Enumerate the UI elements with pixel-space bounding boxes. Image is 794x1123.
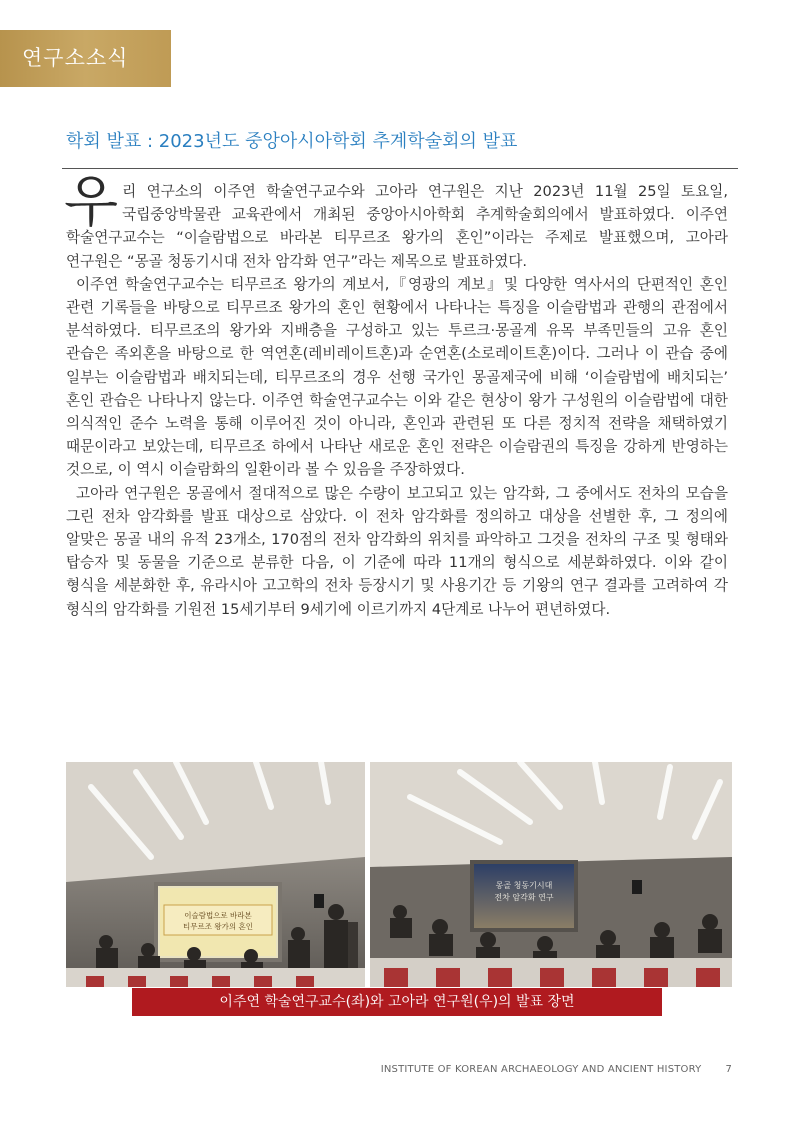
svg-text:몽골 청동기시대: 몽골 청동기시대	[495, 881, 553, 890]
photo-presentation-left	[66, 762, 365, 987]
paragraph-1	[64, 170, 728, 273]
article-title: 학회 발표 : 2023년도 중앙아시아학회 추계학술회의 발표	[66, 131, 518, 152]
photo-caption: 이주연 학술연구교수(좌)와 고아라 연구원(우)의 발표 장면	[132, 988, 662, 1016]
svg-text:전차 암각화 연구: 전차 암각화 연구	[494, 893, 554, 902]
page-footer	[360, 1064, 732, 1075]
footer-institute: INSTITUTE OF KOREAN ARCHAEOLOGY AND ANCIENT HISTORY	[380, 1064, 702, 1075]
paragraph-2: 이주연 학술연구교수는 티무르조 왕가의 계보서,『영광의 계보』및 다양한 역사서의 단편적인 혼인 관련 기록들을 바탕으로 티무르조 왕가의 혼인 현황에서 나타나는 특징을 이슬람법과 관행의 관점에서 분석하였다. 티무르조의 왕가와 지배층을 구성하고 있는 투르크·몽골계 유목 부족민들의 고유 혼인 관습은 족외혼을 바탕으로 한 역연혼(레비레이트혼)과 순연혼(소로레이트혼)이다. 그러나 이 관습 중에 일부는 이슬람법과 배치되는데, 티무르조의 경우 선행 국가인 몽골제국에 비해 ‘이슬람법에 배치되는’ 혼인 관습은 나타나지 않는다. 이주연 학술연구교수는 이와 같은 현상이 왕가 구성원의 이슬람법에 대한 의식적인 준수 노력을 통해 이루어진 것이 아니라, 혼인과 관련된 또 다른 정치적 전략을 채택하였기 때문이라고 보았는데, 티무르조 하에서 나타난 새로운 혼인 전략은 이슬람권의 특징을 강하게 반영하는 것으로, 이 역시 이슬람화의 일환이라 볼 수 있음을 주장하였다.	[66, 275, 728, 479]
paragraph-1-text: 리 연구소의 이주연 학술연구교수와 고아라 연구원은 지난 2023년 11월 25일 토요일, 국립중앙박물관 교육관에서 개최된 중앙아시아학회 추계학술회의에서 발표하였다. 이주연 학술연구교수는 “이슬람법으로 바라본 티무르조 왕가의 혼인”이라는 주제로 발표했으며, 고아라 연구원은 “몽골 청동기시대 전차 암각화 연구”라는 제목으로 발표하였다.	[66, 183, 728, 270]
page-number: 7	[725, 1064, 732, 1075]
photo-presentation-right	[370, 762, 732, 987]
article-body	[64, 170, 728, 621]
svg-text:티무르조 왕가의 혼인: 티무르조 왕가의 혼인	[183, 922, 253, 931]
section-label: 연구소소식	[22, 46, 129, 70]
title-divider	[62, 168, 738, 169]
drop-cap: 우	[64, 170, 119, 235]
paragraph-3: 고아라 연구원은 몽골에서 절대적으로 많은 수량이 보고되고 있는 암각화, 그 중에서도 전차의 모습을 그린 전차 암각화를 발표 대상으로 삼았다. 이 전차 암각화를 정의하고 대상을 선별한 후, 그 정의에 알맞은 몽골 내의 유적 23개소, 170점의 전차 암각화의 위치를 파악하고 그것을 전차의 구조 및 형태와 탑승자 및 동물을 기준으로 분류한 다음, 이 기준에 따라 11개의 형식으로 세분화하였다. 이와 같이 형식을 세분화한 후, 유라시아 고고학의 전차 등장시기 및 사용기간 등 기왕의 연구 결과를 고려하여 각 형식의 암각화를 기원전 15세기부터 9세기에 이르기까지 4단계로 나누어 편년하였다.	[66, 484, 728, 618]
svg-text:이슬람법으로 바라본: 이슬람법으로 바라본	[184, 911, 252, 920]
section-tab	[0, 30, 171, 87]
